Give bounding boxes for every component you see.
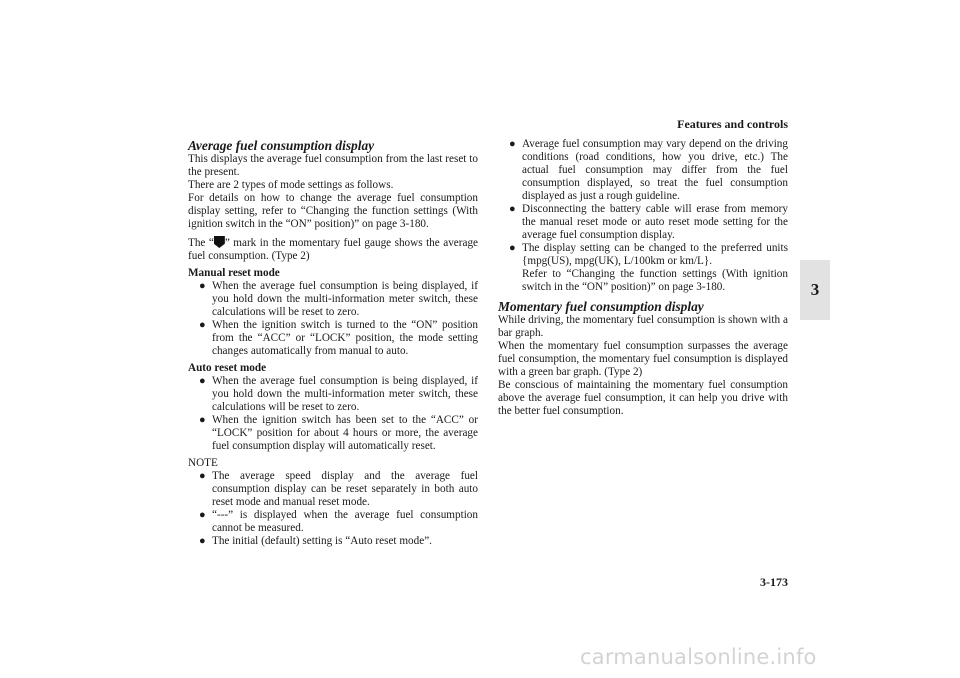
list-item xyxy=(498,203,788,242)
list-item-text: When the average fuel consumption is being displayed, if you hold down the multi-information meter switch, these calculations will be reset to zero. xyxy=(212,375,478,413)
list-item-text: When the ignition switch is turned to the “ON” position from the “ACC” or “LOCK” position, the mode setting changes automatically from manual to auto. xyxy=(212,319,478,357)
mark-para-end: ” mark in the momentary fuel gauge shows the average fuel consumption. (Type 2) xyxy=(188,237,478,262)
bullet-icon: ● xyxy=(509,138,516,150)
list-item xyxy=(188,280,478,319)
right-column xyxy=(498,138,788,418)
avg-section-title: Average fuel consumption display xyxy=(188,138,375,153)
list-item xyxy=(498,138,788,203)
momentary-section-title: Momentary fuel consumption display xyxy=(498,299,704,314)
list-item-continuation: Refer to “Changing the function settings (With ignition switch in the “ON” position)” on page 3-180. xyxy=(522,268,788,293)
bullet-icon: ● xyxy=(199,319,206,331)
bullet-icon: ● xyxy=(199,535,206,547)
list-item-text: When the average fuel consumption is being displayed, if you hold down the multi-information meter switch, these calculations will be reset to zero. xyxy=(212,280,478,318)
bullet-icon: ● xyxy=(199,375,206,387)
manual-reset-heading: Manual reset mode xyxy=(188,267,280,279)
momentary-para-2: When the momentary fuel consumption surpasses the average fuel consumption, the momentary fuel consumption is displayed with a green bar graph. (Type 2) xyxy=(498,340,788,378)
bullet-icon: ● xyxy=(199,280,206,292)
list-item xyxy=(188,414,478,453)
list-item-text: “---” is displayed when the average fuel consumption cannot be measured. xyxy=(212,509,478,534)
left-column xyxy=(188,138,478,548)
list-item-text: Average fuel consumption may vary depend on the driving conditions (road conditions, how you drive, etc.) The actual fuel consumption may differ from the fuel consumption displayed, so treat the fuel consumption displayed as just a rough guideline. xyxy=(522,138,788,202)
momentary-para-3: Be conscious of maintaining the momentary fuel consumption above the average fuel consumption, it can help you drive with the better fuel consumption. xyxy=(498,379,788,417)
list-item-text: When the ignition switch has been set to the “ACC” or “LOCK” position for about 4 hours or more, the average fuel consumption display will automatically reset. xyxy=(212,414,478,452)
page-number: 3-173 xyxy=(760,575,788,589)
bullet-icon: ● xyxy=(199,470,206,482)
bullet-icon: ● xyxy=(199,414,206,426)
note-heading: NOTE xyxy=(188,457,218,469)
chapter-tab: 3 xyxy=(800,260,830,320)
site-watermark-link[interactable]: carmanualsonline.info xyxy=(580,645,817,669)
list-item xyxy=(188,375,478,414)
list-item xyxy=(498,242,788,294)
average-mark-icon xyxy=(214,236,225,248)
list-item xyxy=(188,509,478,535)
bullet-icon: ● xyxy=(199,509,206,521)
list-item xyxy=(188,535,478,548)
auto-reset-heading: Auto reset mode xyxy=(188,362,267,374)
momentary-para-1: While driving, the momentary fuel consumption is shown with a bar graph. xyxy=(498,314,788,339)
section-header: Features and controls xyxy=(677,117,788,131)
bullet-icon: ● xyxy=(509,203,516,215)
list-item-text: The initial (default) setting is “Auto reset mode”. xyxy=(212,535,432,547)
list-item-text: The average speed display and the average fuel consumption display can be reset separately in both auto reset mode and manual reset mode. xyxy=(212,470,478,508)
list-item xyxy=(188,319,478,358)
list-item xyxy=(188,470,478,509)
list-item-text: Disconnecting the battery cable will erase from memory the manual reset mode or auto reset mode setting for the average fuel consumption display. xyxy=(522,203,788,241)
list-item-text: The display setting can be changed to the preferred units {mpg(US), mpg(UK), L/100km or km/L}. xyxy=(522,242,788,267)
bullet-icon: ● xyxy=(509,242,516,254)
intro-para-3: For details on how to change the average fuel consumption display setting, refer to “Changing the function settings (With ignition switch in the “ON” position)” on page 3-180. xyxy=(188,192,478,230)
intro-para-2: There are 2 types of mode settings as follows. xyxy=(188,179,394,191)
mark-para-start: The “ xyxy=(188,237,214,249)
mark-para xyxy=(188,236,478,263)
intro-para-1: This displays the average fuel consumption from the last reset to the present. xyxy=(188,153,478,178)
